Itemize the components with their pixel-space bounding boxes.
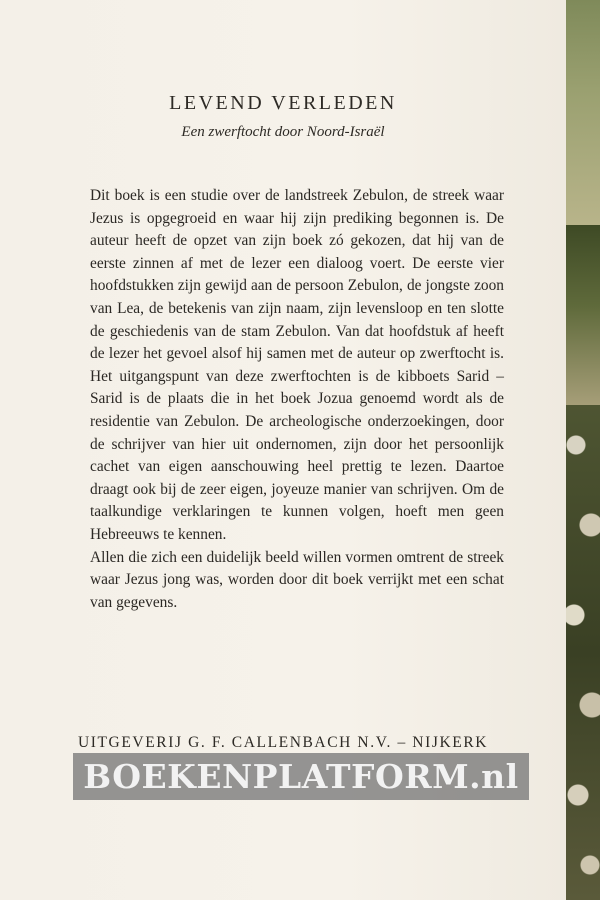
blurb-text [90, 185, 504, 614]
book-subtitle: Een zwerftocht door Noord-Israël [181, 124, 385, 140]
photo-rocks [566, 405, 600, 900]
photo-sky [566, 0, 600, 225]
book-title: LEVEND VERLEDEN [169, 92, 397, 114]
watermark-banner: BOEKENPLATFORM.nl [73, 753, 529, 800]
publisher-line: UITGEVERIJ G. F. CALLENBACH N.V. – NIJKERK [77, 734, 489, 751]
photo-hill [566, 225, 600, 405]
landscape-photo-strip [566, 0, 600, 900]
blurb-paragraph-2: Allen die zich een duidelijk beeld willen vormen omtrent de streek waar Jezus jong was, worden door dit boek verrijkt met een schat van gegevens. [90, 548, 504, 611]
blurb-paragraph-1: Dit boek is een studie over de landstreek Zebulon, de streek waar Jezus is opgegroeid en waar hij zijn prediking begonnen is. De auteur heeft de opzet van zijn boek zó gekozen, dat hij van de eerste zinnen af met de lezer een dialoog voert. De eerste vier hoofdstukken zijn gewijd aan de persoon Zebulon, de jongste zoon van Lea, de betekenis van zijn naam, zijn levensloop en ten slotte de geschiedenis van de stam Zebulon. Van dat hoofdstuk af heeft de lezer het gevoel alsof hij samen met de auteur op zwerftocht is. Het uitgangspunt van deze zwerftochten is de kibboets Sarid – Sarid is de plaats die in het boek Jozua genoemd wordt als de residentie van Zebulon. De archeologische onderzoekingen, door de schrijver van hier uit ondernomen, zijn door het persoonlijk cachet van eigen aanschouwing heel prettig te lezen. Daartoe draagt ook bij de zeer eigen, joyeuze manier van schrijven. Om de taalkundige verklaringen te kunnen volgen, hoeft men geen Hebreeuws te kennen. [90, 187, 504, 543]
